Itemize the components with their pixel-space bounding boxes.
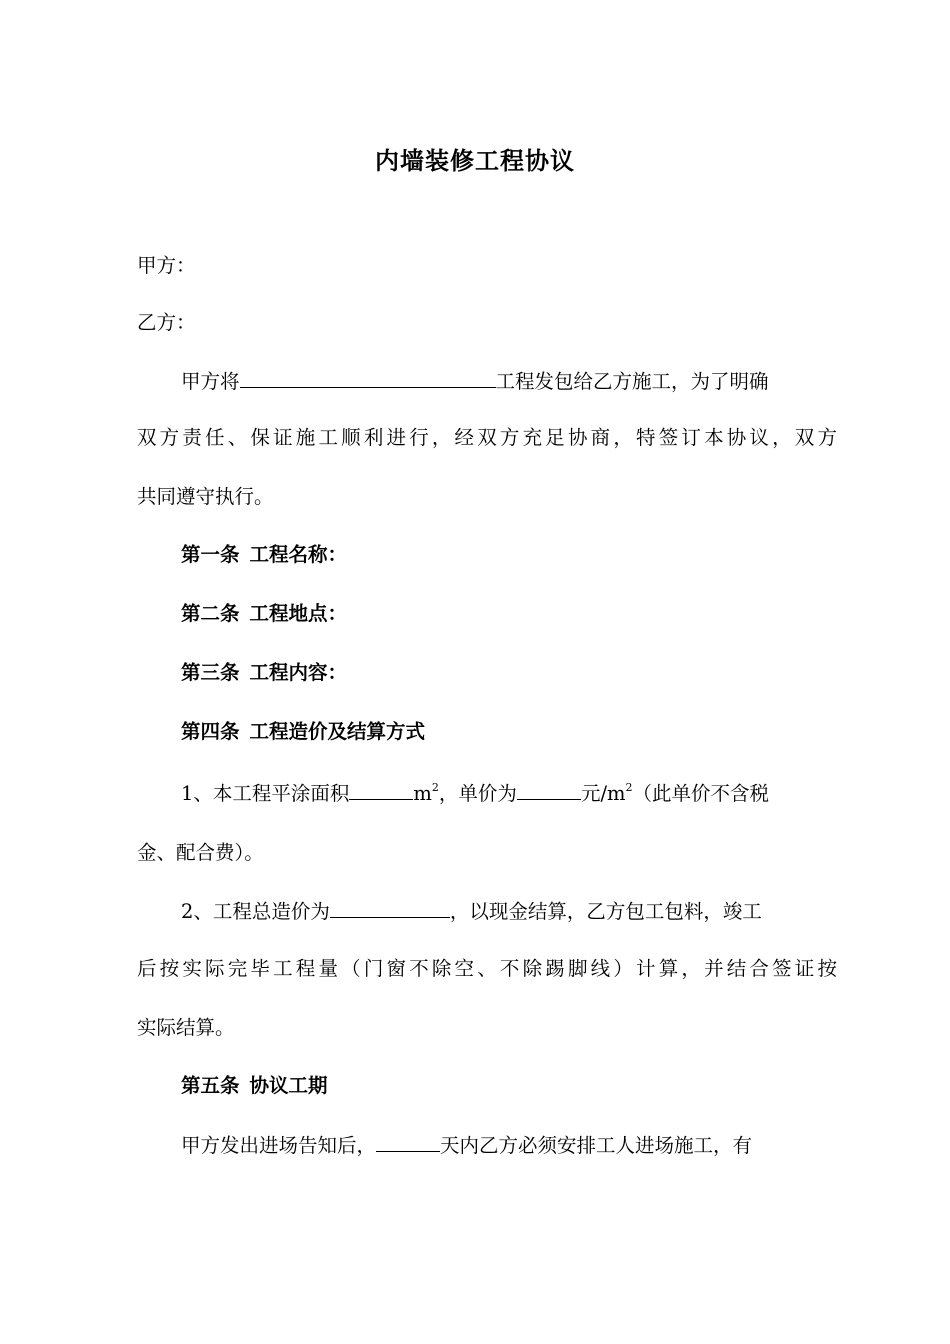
article-title: 工程名称：: [249, 543, 348, 566]
item-2-line-3: 实际结算。: [137, 1016, 235, 1039]
article-number: 第二条: [181, 602, 240, 625]
article-number: 第三条: [181, 661, 240, 684]
item-2-text-a: 2、工程总造价为: [181, 900, 330, 923]
item-1-text-a: 1、本工程平涂面积: [181, 782, 350, 805]
item-2-line-1: [137, 895, 881, 927]
item-1-text-e: （此单价不含税: [632, 782, 770, 805]
article-title: 协议工期: [249, 1074, 328, 1097]
article-1-heading: [137, 540, 881, 570]
article-number: 第一条: [181, 543, 240, 566]
document-title: 内墙装修工程协议: [375, 146, 575, 175]
item-1-text-d: 元/m: [580, 782, 626, 805]
days-blank: [376, 1129, 440, 1152]
item-2-text-b: ，以现金结算，乙方包工包料，竣工: [449, 900, 762, 923]
total-cost-blank: [330, 895, 450, 918]
area-blank: [349, 777, 413, 800]
party-a-label: 甲方：: [137, 254, 196, 277]
party-b-label: 乙方：: [137, 311, 196, 334]
item-2-line-2: 后按实际完毕工程量（门窗不除空、不除踢脚线）计算，并结合签证按: [137, 957, 837, 980]
intro-text-after-blank: 工程发包给乙方施工，为了明确: [495, 370, 769, 393]
item-1-superscript: 2: [431, 781, 439, 794]
project-name-blank: [240, 365, 496, 388]
article-5-heading: [137, 1071, 881, 1101]
intro-text-before-blank: 甲方将: [181, 370, 240, 393]
item-1-superscript: 2: [625, 781, 633, 794]
intro-line-2: 双方责任、保证施工顺利进行，经双方充足协商，特签订本协议，双方: [137, 426, 837, 449]
article-title: 工程造价及结算方式: [249, 720, 426, 743]
unit-price-blank: [517, 777, 581, 800]
intro-line-3: 共同遵守执行。: [137, 485, 274, 508]
article-number: 第五条: [181, 1074, 240, 1097]
article-3-heading: [137, 658, 881, 688]
item-1-line-2: 金、配合费）。: [137, 841, 264, 864]
item-1-line-1: [137, 777, 881, 809]
article-title: 工程内容：: [249, 661, 348, 684]
item-1-unit-m: m: [413, 782, 432, 805]
schedule-text-b: 天内乙方必须安排工人进场施工，有: [440, 1134, 753, 1157]
article-2-heading: [137, 599, 881, 629]
article-4-heading: [137, 717, 881, 747]
intro-line-1: [137, 365, 881, 397]
item-1-text-c: ，单价为: [438, 782, 517, 805]
schedule-text-a: 甲方发出进场告知后，: [181, 1134, 377, 1157]
article-title: 工程地点：: [249, 602, 348, 625]
schedule-line-1: [137, 1129, 881, 1161]
article-number: 第四条: [181, 720, 240, 743]
